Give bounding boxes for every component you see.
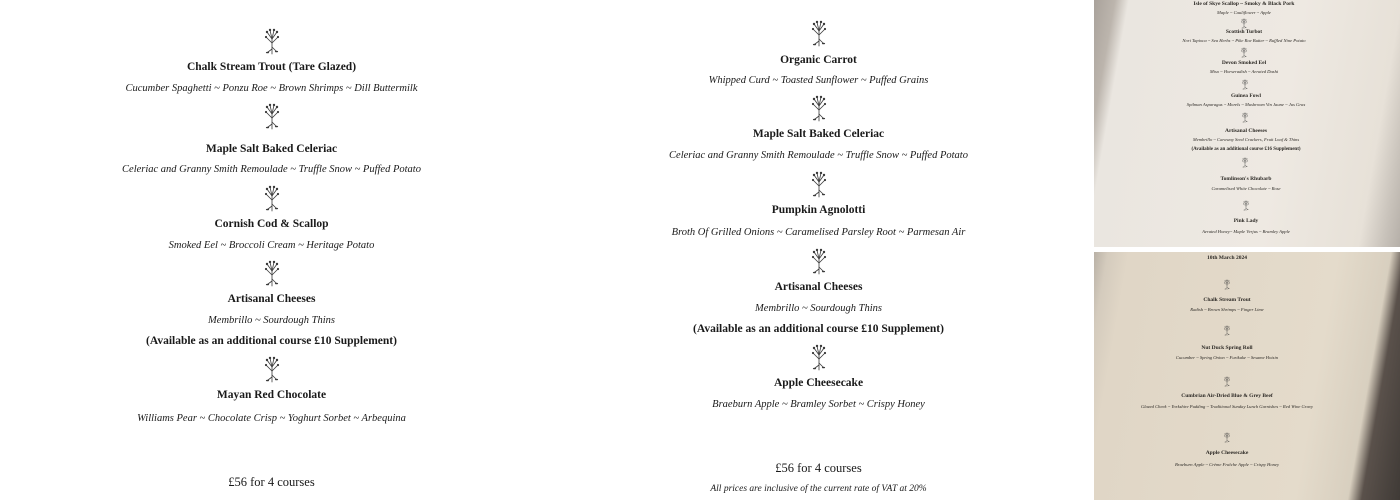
sprig-icon xyxy=(808,170,830,198)
menu-photo-top xyxy=(1094,0,1400,247)
course-desc: Miso ~ Horseradish ~ Aerated Dashi xyxy=(1209,69,1279,74)
sprig-icon xyxy=(261,184,283,212)
supplement-note: (Available as an additional course £10 Supplement) xyxy=(693,323,944,335)
course-desc: Nori Tapioca ~ Sea Herbs ~ Pike Roe Butter ~ Ruffled Nine Potato xyxy=(1182,38,1306,43)
vat-note: All prices are inclusive of the current rate of VAT at 20% xyxy=(710,484,927,494)
sprig-icon xyxy=(1241,79,1250,90)
course-title: Cornish Cod & Scallop xyxy=(214,218,329,230)
sprig-icon xyxy=(1223,325,1232,336)
course-title: Tomlinson's Rhubarb xyxy=(1220,176,1272,182)
course-desc: Radish ~ Brown Shrimps ~ Finger Lime xyxy=(1190,307,1264,312)
course-desc: Celeriac and Granny Smith Remoulade ~ Truffle Snow ~ Puffed Potato xyxy=(122,164,421,175)
supplement-note: (Available as an additional course £10 Supplement) xyxy=(146,335,397,347)
course-desc: Caramelised White Chocolate ~ Rose xyxy=(1211,186,1281,191)
course-title: Maple Salt Baked Celeriac xyxy=(752,128,885,140)
course-title: Nut Duck Spring Roll xyxy=(1201,345,1253,351)
sprig-icon xyxy=(1240,47,1249,58)
course-title: Chalk Stream Trout (Tare Glazed) xyxy=(186,61,357,73)
menu-middle xyxy=(543,0,1094,500)
course-desc: Braeburn Apple ~ Bramley Sorbet ~ Crispy Honey xyxy=(712,399,925,410)
sprig-icon xyxy=(808,247,830,275)
course-title: Maple Salt Baked Celeriac xyxy=(205,143,338,155)
course-desc: Braeburn Apple ~ Crème Fraîche Apple ~ Crispy Honey xyxy=(1174,462,1280,467)
menu-left xyxy=(0,0,543,500)
sprig-icon xyxy=(261,259,283,287)
sprig-icon xyxy=(808,19,830,47)
menu-date: 10th March 2024 xyxy=(1207,255,1247,261)
course-title: Apple Cheesecake xyxy=(773,377,864,389)
menu-price: £56 for 4 courses xyxy=(775,461,862,475)
course-title: Guinea Fowl xyxy=(1230,93,1262,99)
course-desc: Williams Pear ~ Chocolate Crisp ~ Yoghurt Sorbet ~ Arbequina xyxy=(137,413,406,424)
sprig-icon xyxy=(1241,112,1250,123)
sprig-icon xyxy=(1242,200,1251,211)
course-desc: Glazed Cheek ~ Yorkshire Pudding ~ Traditional Sunday Lunch Garnishes ~ Red Wine Gravy xyxy=(1140,404,1314,409)
course-title: Artisanal Cheeses xyxy=(1224,128,1267,134)
course-desc: Smoked Eel ~ Broccoli Cream ~ Heritage Potato xyxy=(168,240,375,251)
sprig-icon xyxy=(261,102,283,130)
course-title: Organic Carrot xyxy=(780,54,857,66)
course-title: Cumbrian Air-Dried Blue & Grey Beef xyxy=(1181,393,1273,399)
course-desc: Cucumber ~ Spring Onion ~ Furikake ~ Sesame Hoisin xyxy=(1175,355,1279,360)
course-title: Scottish Turbot xyxy=(1225,29,1263,35)
course-desc: Membrillo ~ Sourdough Thins xyxy=(208,315,335,326)
sprig-icon xyxy=(1223,279,1232,290)
course-desc: Aerated Honey~ Maple Verjus ~ Bramley Apple xyxy=(1202,229,1290,234)
sprig-icon xyxy=(808,94,830,122)
course-desc: Whipped Curd ~ Toasted Sunflower ~ Puffed Grains xyxy=(708,75,929,86)
sprig-icon xyxy=(808,343,830,371)
menu-price: £56 for 4 courses xyxy=(228,475,315,489)
sprig-icon xyxy=(1241,157,1250,168)
course-title: Pink Lady xyxy=(1233,218,1259,224)
course-title: Apple Cheesecake xyxy=(1205,450,1249,456)
course-title: Devon Smoked Eel xyxy=(1221,60,1267,66)
sprig-icon xyxy=(261,27,283,55)
sprig-icon xyxy=(261,355,283,383)
course-title: Chalk Stream Trout xyxy=(1203,297,1251,303)
course-desc: Maple ~ Cauliflower ~ Apple xyxy=(1217,10,1271,15)
sprig-icon xyxy=(1223,432,1232,443)
course-desc: Cucumber Spaghetti ~ Ponzu Roe ~ Brown Shrimps ~ Dill Buttermilk xyxy=(125,83,418,94)
menu-photo-bottom xyxy=(1094,252,1400,500)
course-desc: Membrillo ~ Sourdough Thins xyxy=(755,303,882,314)
supplement-note: (Available as an additional course £16 Supplement) xyxy=(1191,147,1301,152)
course-desc: Spilman Asparagus ~ Morels ~ Mushroom Vin Jaune ~ Jus Gras xyxy=(1186,102,1306,107)
course-title: Artisanal Cheeses xyxy=(227,293,316,305)
course-title: Isle of Skye Scallop ~ Smoky & Black Pork xyxy=(1193,1,1295,7)
sprig-icon xyxy=(1240,18,1249,29)
course-desc: Celeriac and Granny Smith Remoulade ~ Truffle Snow ~ Puffed Potato xyxy=(669,150,968,161)
course-title: Pumpkin Agnolotti xyxy=(771,204,866,216)
sprig-icon xyxy=(1223,376,1232,387)
course-desc: Broth Of Grilled Onions ~ Caramelised Parsley Root ~ Parmesan Air xyxy=(671,227,966,238)
course-title: Artisanal Cheeses xyxy=(774,281,863,293)
course-desc: Membrillo ~ Caraway Seed Crackers, Fruit Loaf & Thins xyxy=(1192,137,1300,142)
course-title: Mayan Red Chocolate xyxy=(216,389,327,401)
